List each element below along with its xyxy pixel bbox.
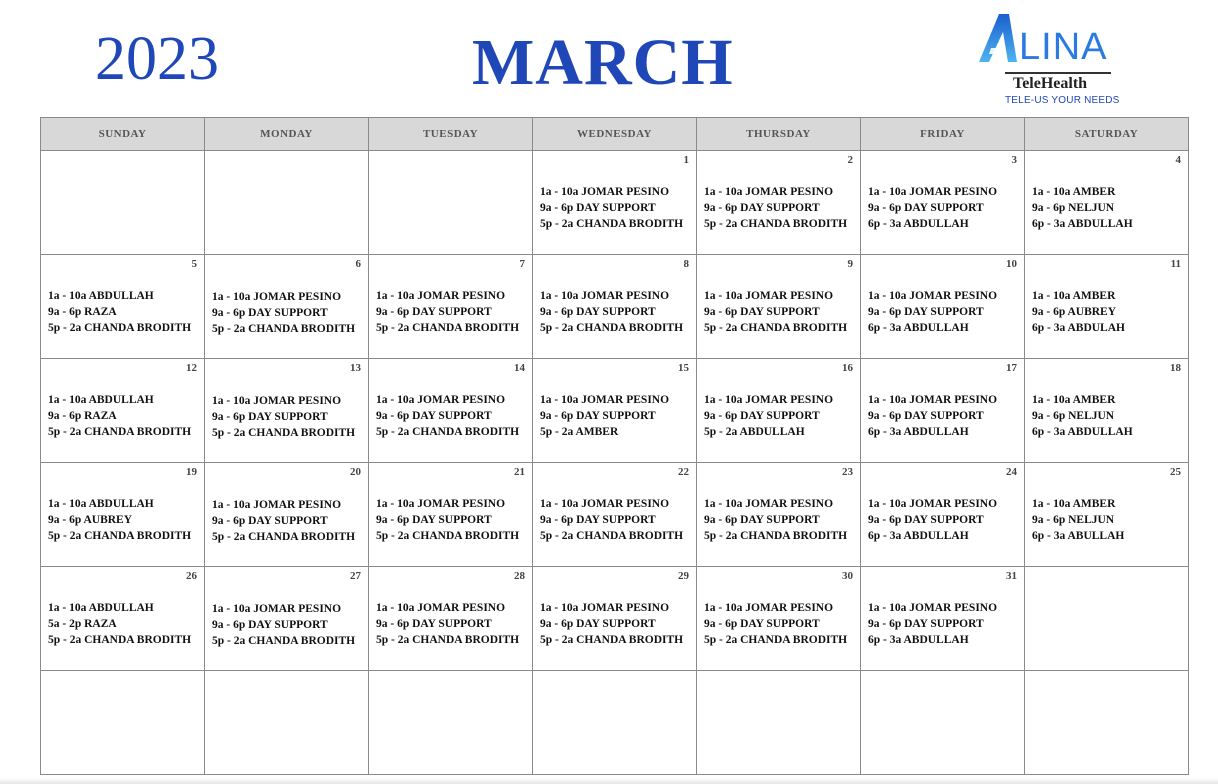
shift-list xyxy=(868,359,1020,462)
shift-entry: 9a - 6p DAY SUPPORT xyxy=(540,305,656,318)
shift-entry: 1a - 10a ABDULLAH xyxy=(48,601,154,614)
logo-subtitle: TeleHealth xyxy=(1013,75,1088,92)
weekday-header-monday: MONDAY xyxy=(205,118,369,151)
shift-entry: 1a - 10a ABDULLAH xyxy=(48,497,154,510)
shift-entry: 6p - 3a ABDULLAH xyxy=(868,425,969,438)
shift-entry: 1a - 10a AMBER xyxy=(1032,393,1116,406)
shift-list xyxy=(868,255,1020,358)
shift-entry: 9a - 6p RAZA xyxy=(48,409,117,422)
shift-entry: 6p - 3a ABULLAH xyxy=(1032,529,1125,542)
calendar-week-row xyxy=(41,151,1189,255)
shift-entry: 1a - 10a AMBER xyxy=(1032,289,1116,302)
calendar-day-cell[interactable] xyxy=(41,151,205,255)
day-number: 18 xyxy=(1170,362,1181,374)
shift-entry: 5a - 2p RAZA xyxy=(48,617,117,630)
calendar-day-cell[interactable] xyxy=(533,151,697,255)
calendar-day-cell[interactable] xyxy=(697,671,861,775)
calendar-week-row xyxy=(41,359,1189,463)
calendar-body xyxy=(41,151,1189,775)
day-number: 25 xyxy=(1170,466,1181,478)
shift-list xyxy=(868,463,1020,566)
shift-entry: 5p - 2a CHANDA BRODITH xyxy=(540,529,684,542)
calendar-day-cell[interactable] xyxy=(861,671,1025,775)
day-number: 28 xyxy=(514,570,525,582)
page-bottom-edge xyxy=(0,778,1218,784)
calendar-day-cell[interactable] xyxy=(697,255,861,359)
shift-list xyxy=(540,255,692,358)
shift-entry: 9a - 6p DAY SUPPORT xyxy=(704,201,820,214)
calendar-week-row xyxy=(41,671,1189,775)
day-number: 7 xyxy=(519,258,525,270)
shift-entry: 5p - 2a CHANDA BRODITH xyxy=(376,321,520,334)
shift-list xyxy=(868,567,1020,670)
calendar-day-cell[interactable] xyxy=(533,255,697,359)
day-number: 12 xyxy=(186,362,197,374)
shift-entry: 1a - 10a JOMAR PESINO xyxy=(868,393,998,406)
calendar-week-row xyxy=(41,567,1189,671)
shift-entry: 1a - 10a JOMAR PESINO xyxy=(868,497,998,510)
shift-entry: 1a - 10a JOMAR PESINO xyxy=(212,602,342,615)
shift-entry: 6p - 3a ABDULLAH xyxy=(868,633,969,646)
shift-entry: 9a - 6p DAY SUPPORT xyxy=(212,618,328,631)
day-number: 23 xyxy=(842,466,853,478)
calendar-grid xyxy=(40,117,1189,775)
day-number: 10 xyxy=(1006,258,1017,270)
calendar-day-cell[interactable] xyxy=(205,567,369,671)
shift-entry: 5p - 2a CHANDA BRODITH xyxy=(376,425,520,438)
logo-tagline: TELE-US YOUR NEEDS xyxy=(1005,95,1120,106)
shift-list xyxy=(376,567,528,670)
calendar-day-cell[interactable] xyxy=(697,463,861,567)
logo-a-icon xyxy=(977,12,1017,66)
shift-list xyxy=(212,255,364,358)
shift-entry: 9a - 6p NELJUN xyxy=(1032,409,1115,422)
calendar-week-row xyxy=(41,255,1189,359)
calendar-week-row xyxy=(41,463,1189,567)
calendar-day-cell[interactable] xyxy=(697,151,861,255)
calendar-day-cell[interactable] xyxy=(861,255,1025,359)
weekday-header-sunday: SUNDAY xyxy=(41,118,205,151)
shift-entry: 1a - 10a JOMAR PESINO xyxy=(540,393,670,406)
calendar-day-cell[interactable] xyxy=(41,567,205,671)
shift-entry: 5p - 2a ABDULLAH xyxy=(704,425,805,438)
shift-entry: 9a - 6p DAY SUPPORT xyxy=(540,409,656,422)
shift-entry: 1a - 10a JOMAR PESINO xyxy=(868,601,998,614)
weekday-header-friday: FRIDAY xyxy=(861,118,1025,151)
shift-entry: 5p - 2a CHANDA BRODITH xyxy=(376,529,520,542)
shift-entry: 5p - 2a CHANDA BRODITH xyxy=(704,217,848,230)
calendar-day-cell[interactable] xyxy=(861,463,1025,567)
weekday-header-saturday: SATURDAY xyxy=(1025,118,1189,151)
shift-entry: 1a - 10a JOMAR PESINO xyxy=(376,393,506,406)
day-number: 1 xyxy=(683,154,689,166)
shift-entry: 6p - 3a ABDULLAH xyxy=(868,529,969,542)
shift-entry: 6p - 3a ABDULLAH xyxy=(868,217,969,230)
shift-entry: 9a - 6p DAY SUPPORT xyxy=(868,305,984,318)
alina-telehealth-logo xyxy=(975,12,1125,108)
day-number: 11 xyxy=(1170,258,1181,270)
shift-entry: 5p - 2a CHANDA BRODITH xyxy=(212,530,356,543)
shift-entry: 1a - 10a JOMAR PESINO xyxy=(704,497,834,510)
calendar-day-cell[interactable] xyxy=(41,359,205,463)
shift-entry: 1a - 10a ABDULLAH xyxy=(48,289,154,302)
calendar-day-cell[interactable] xyxy=(369,671,533,775)
shift-entry: 5p - 2a CHANDA BRODITH xyxy=(212,322,356,335)
shift-entry: 1a - 10a JOMAR PESINO xyxy=(376,497,506,510)
calendar-day-cell[interactable] xyxy=(1025,671,1189,775)
calendar-day-cell[interactable] xyxy=(205,255,369,359)
shift-entry: 9a - 6p DAY SUPPORT xyxy=(704,617,820,630)
shift-list xyxy=(540,463,692,566)
weekday-header-wednesday: WEDNESDAY xyxy=(533,118,697,151)
shift-list xyxy=(212,567,364,670)
shift-list xyxy=(376,359,528,462)
shift-entry: 9a - 6p DAY SUPPORT xyxy=(868,409,984,422)
shift-list xyxy=(704,255,856,358)
shift-entry: 6p - 3a ABDULLAH xyxy=(868,321,969,334)
shift-entry: 9a - 6p DAY SUPPORT xyxy=(540,513,656,526)
calendar-day-cell[interactable] xyxy=(861,567,1025,671)
calendar-day-cell[interactable] xyxy=(1025,463,1189,567)
shift-list xyxy=(48,567,200,670)
shift-list xyxy=(540,567,692,670)
calendar-day-cell[interactable] xyxy=(369,567,533,671)
calendar-day-cell[interactable] xyxy=(697,567,861,671)
day-number: 27 xyxy=(350,570,361,582)
day-number: 16 xyxy=(842,362,853,374)
shift-entry: 1a - 10a JOMAR PESINO xyxy=(376,601,506,614)
shift-entry: 1a - 10a ABDULLAH xyxy=(48,393,154,406)
calendar-day-cell[interactable] xyxy=(533,359,697,463)
day-number: 15 xyxy=(678,362,689,374)
month-title: MARCH xyxy=(472,26,734,99)
shift-entry: 9a - 6p DAY SUPPORT xyxy=(376,513,492,526)
shift-entry: 1a - 10a JOMAR PESINO xyxy=(212,290,342,303)
shift-entry: 5p - 2a CHANDA BRODITH xyxy=(48,633,192,646)
calendar-day-cell[interactable] xyxy=(41,671,205,775)
shift-entry: 9a - 6p DAY SUPPORT xyxy=(704,409,820,422)
shift-entry: 6p - 3a ABDULLAH xyxy=(1032,217,1133,230)
shift-entry: 9a - 6p DAY SUPPORT xyxy=(212,410,328,423)
shift-entry: 5p - 2a CHANDA BRODITH xyxy=(48,529,192,542)
calendar-day-cell[interactable] xyxy=(205,359,369,463)
shift-entry: 9a - 6p DAY SUPPORT xyxy=(540,617,656,630)
calendar-day-cell[interactable] xyxy=(205,463,369,567)
shift-list xyxy=(48,359,200,462)
day-number: 22 xyxy=(678,466,689,478)
shift-entry: 9a - 6p AUBREY xyxy=(48,513,133,526)
calendar-day-cell[interactable] xyxy=(1025,151,1189,255)
calendar-day-cell[interactable] xyxy=(205,151,369,255)
shift-list xyxy=(1032,255,1184,358)
shift-entry: 5p - 2a CHANDA BRODITH xyxy=(540,633,684,646)
shift-list xyxy=(540,151,692,254)
shift-entry: 9a - 6p DAY SUPPORT xyxy=(868,201,984,214)
shift-list xyxy=(376,463,528,566)
shift-list xyxy=(704,567,856,670)
shift-entry: 9a - 6p DAY SUPPORT xyxy=(376,305,492,318)
shift-entry: 6p - 3a ABDULLAH xyxy=(1032,425,1133,438)
shift-entry: 5p - 2a CHANDA BRODITH xyxy=(376,633,520,646)
shift-entry: 1a - 10a JOMAR PESINO xyxy=(868,185,998,198)
day-number: 19 xyxy=(186,466,197,478)
calendar-day-cell[interactable] xyxy=(369,463,533,567)
shift-list xyxy=(540,359,692,462)
shift-entry: 9a - 6p AUBREY xyxy=(1032,305,1117,318)
shift-entry: 9a - 6p DAY SUPPORT xyxy=(376,617,492,630)
day-number: 31 xyxy=(1006,570,1017,582)
shift-list xyxy=(1032,463,1184,566)
shift-entry: 9a - 6p NELJUN xyxy=(1032,201,1115,214)
year-title: 2023 xyxy=(95,25,219,93)
shift-entry: 9a - 6p DAY SUPPORT xyxy=(868,617,984,630)
shift-entry: 5p - 2a CHANDA BRODITH xyxy=(540,217,684,230)
shift-entry: 9a - 6p DAY SUPPORT xyxy=(704,513,820,526)
shift-entry: 5p - 2a AMBER xyxy=(540,425,619,438)
shift-list xyxy=(48,463,200,566)
shift-list xyxy=(704,463,856,566)
day-number: 5 xyxy=(191,258,197,270)
day-number: 14 xyxy=(514,362,525,374)
calendar-day-cell[interactable] xyxy=(533,671,697,775)
shift-entry: 9a - 6p DAY SUPPORT xyxy=(212,514,328,527)
shift-list xyxy=(704,359,856,462)
logo-wordmark: LINA xyxy=(1019,26,1108,68)
shift-list xyxy=(1032,151,1184,254)
day-number: 21 xyxy=(514,466,525,478)
shift-entry: 9a - 6p DAY SUPPORT xyxy=(868,513,984,526)
shift-entry: 5p - 2a CHANDA BRODITH xyxy=(48,425,192,438)
shift-entry: 1a - 10a AMBER xyxy=(1032,497,1116,510)
day-number: 29 xyxy=(678,570,689,582)
day-number: 2 xyxy=(847,154,853,166)
day-number: 26 xyxy=(186,570,197,582)
shift-entry: 1a - 10a JOMAR PESINO xyxy=(212,498,342,511)
shift-entry: 5p - 2a CHANDA BRODITH xyxy=(704,321,848,334)
shift-entry: 9a - 6p DAY SUPPORT xyxy=(376,409,492,422)
shift-entry: 1a - 10a JOMAR PESINO xyxy=(540,185,670,198)
calendar-day-cell[interactable] xyxy=(205,671,369,775)
day-number: 13 xyxy=(350,362,361,374)
shift-entry: 1a - 10a JOMAR PESINO xyxy=(704,289,834,302)
shift-entry: 9a - 6p DAY SUPPORT xyxy=(540,201,656,214)
day-number: 24 xyxy=(1006,466,1017,478)
shift-entry: 6p - 3a ABDULAH xyxy=(1032,321,1125,334)
shift-entry: 1a - 10a AMBER xyxy=(1032,185,1116,198)
shift-entry: 1a - 10a JOMAR PESINO xyxy=(868,289,998,302)
shift-list xyxy=(48,255,200,358)
shift-entry: 9a - 6p DAY SUPPORT xyxy=(212,306,328,319)
shift-list xyxy=(868,151,1020,254)
shift-list xyxy=(1032,359,1184,462)
weekday-header-tuesday: TUESDAY xyxy=(369,118,533,151)
shift-entry: 5p - 2a CHANDA BRODITH xyxy=(48,321,192,334)
weekday-header-thursday: THURSDAY xyxy=(697,118,861,151)
day-number: 30 xyxy=(842,570,853,582)
shift-entry: 9a - 6p NELJUN xyxy=(1032,513,1115,526)
calendar-day-cell[interactable] xyxy=(41,255,205,359)
day-number: 3 xyxy=(1011,154,1017,166)
calendar-day-cell[interactable] xyxy=(369,359,533,463)
calendar-day-cell[interactable] xyxy=(1025,359,1189,463)
shift-entry: 1a - 10a JOMAR PESINO xyxy=(704,393,834,406)
calendar-day-cell[interactable] xyxy=(861,151,1025,255)
calendar-day-cell[interactable] xyxy=(533,463,697,567)
shift-list xyxy=(376,255,528,358)
day-number: 4 xyxy=(1175,154,1181,166)
calendar-day-cell[interactable] xyxy=(369,255,533,359)
shift-entry: 1a - 10a JOMAR PESINO xyxy=(376,289,506,302)
calendar-day-cell[interactable] xyxy=(1025,567,1189,671)
shift-entry: 9a - 6p DAY SUPPORT xyxy=(704,305,820,318)
shift-list xyxy=(212,359,364,462)
shift-entry: 9a - 6p RAZA xyxy=(48,305,117,318)
day-number: 6 xyxy=(355,258,361,270)
shift-entry: 5p - 2a CHANDA BRODITH xyxy=(540,321,684,334)
calendar-day-cell[interactable] xyxy=(697,359,861,463)
day-number: 17 xyxy=(1006,362,1017,374)
weekday-header-row xyxy=(41,118,1189,151)
shift-entry: 1a - 10a JOMAR PESINO xyxy=(704,185,834,198)
calendar-day-cell[interactable] xyxy=(41,463,205,567)
shift-entry: 1a - 10a JOMAR PESINO xyxy=(540,289,670,302)
calendar-day-cell[interactable] xyxy=(861,359,1025,463)
day-number: 20 xyxy=(350,466,361,478)
shift-entry: 1a - 10a JOMAR PESINO xyxy=(540,497,670,510)
shift-entry: 5p - 2a CHANDA BRODITH xyxy=(704,633,848,646)
shift-entry: 1a - 10a JOMAR PESINO xyxy=(540,601,670,614)
day-number: 8 xyxy=(683,258,689,270)
shift-list xyxy=(704,151,856,254)
shift-entry: 5p - 2a CHANDA BRODITH xyxy=(212,426,356,439)
day-number: 9 xyxy=(847,258,853,270)
shift-entry: 1a - 10a JOMAR PESINO xyxy=(212,394,342,407)
shift-list xyxy=(212,463,364,566)
calendar-day-cell[interactable] xyxy=(1025,255,1189,359)
shift-entry: 5p - 2a CHANDA BRODITH xyxy=(212,634,356,647)
shift-entry: 5p - 2a CHANDA BRODITH xyxy=(704,529,848,542)
calendar-day-cell[interactable] xyxy=(369,151,533,255)
shift-entry: 1a - 10a JOMAR PESINO xyxy=(704,601,834,614)
calendar-day-cell[interactable] xyxy=(533,567,697,671)
logo-divider xyxy=(1005,72,1111,74)
